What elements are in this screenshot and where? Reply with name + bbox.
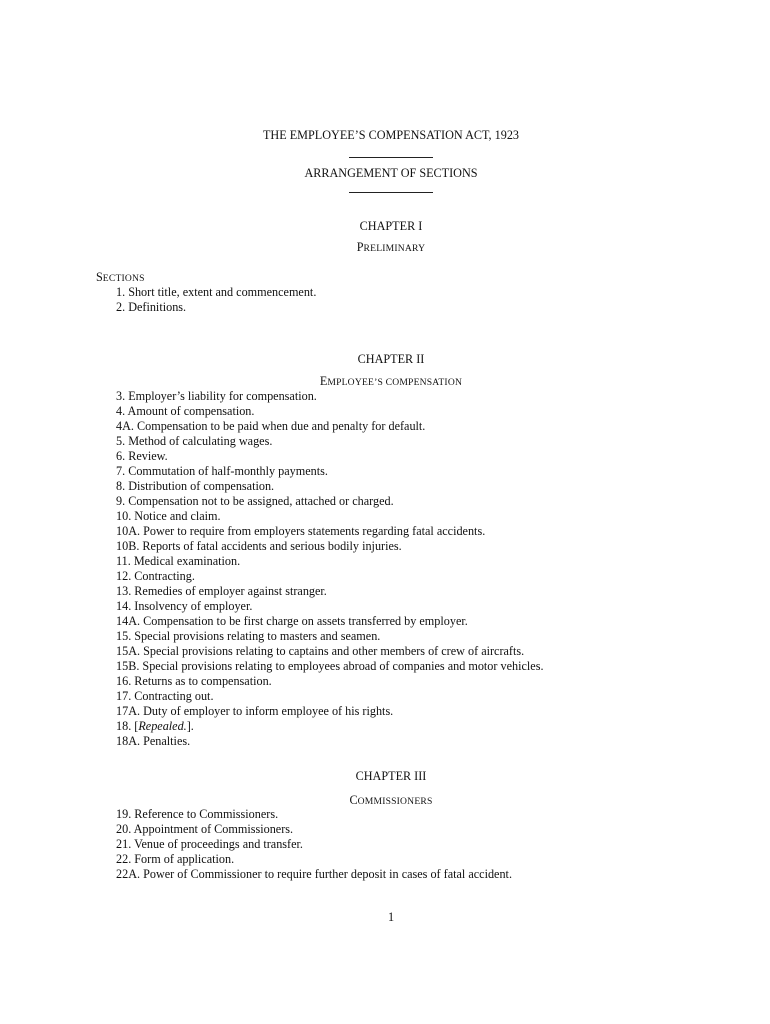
section-title: Short title, extent and commencement. xyxy=(128,285,317,299)
section-number: 10. xyxy=(116,509,132,523)
section-title: Special provisions relating to masters and seamen. xyxy=(134,629,381,643)
section-entry xyxy=(116,689,544,704)
section-title: Insolvency of employer. xyxy=(134,599,253,613)
section-title: Review. xyxy=(128,449,168,463)
section-entry xyxy=(116,629,544,644)
section-entry xyxy=(116,599,544,614)
section-entry xyxy=(116,867,512,882)
section-title: Form of application. xyxy=(134,852,235,866)
section-number: 7. xyxy=(116,464,126,478)
section-entry xyxy=(116,464,544,479)
section-entry xyxy=(116,584,544,599)
section-number: 10A. xyxy=(116,524,141,538)
section-number: 21. xyxy=(116,837,132,851)
section-title: Commutation of half-monthly payments. xyxy=(128,464,328,478)
section-entry xyxy=(116,494,544,509)
chapter-name-rest: RELIMINARY xyxy=(363,243,426,254)
section-title: Contracting out. xyxy=(134,689,214,703)
section-title: Notice and claim. xyxy=(134,509,221,523)
section-entry xyxy=(116,704,544,719)
section-entry xyxy=(116,389,544,404)
section-title: Reports of fatal accidents and serious bodily injuries. xyxy=(142,539,402,553)
section-title: Compensation to be first charge on assets transferred by employer. xyxy=(143,614,468,628)
section-title: Employer’s liability for compensation. xyxy=(128,389,317,403)
sections-label-initial: S xyxy=(96,270,103,284)
section-entry xyxy=(116,524,544,539)
section-title: Penalties. xyxy=(143,734,191,748)
section-number: 1. xyxy=(116,285,126,299)
section-title: Returns as to compensation. xyxy=(134,674,272,688)
section-title: Remedies of employer against stranger. xyxy=(134,584,327,598)
section-number: 4A. xyxy=(116,419,134,433)
section-title: Compensation to be paid when due and penalty for default. xyxy=(137,419,426,433)
section-number: 14. xyxy=(116,599,132,613)
section-number: 19. xyxy=(116,807,132,821)
section-title: Method of calculating wages. xyxy=(128,434,273,448)
section-number: 22. xyxy=(116,852,132,866)
section-title: Medical examination. xyxy=(133,554,241,568)
section-number: 17. xyxy=(116,689,132,703)
section-title: Special provisions relating to captains and other members of crew of aircrafts. xyxy=(143,644,525,658)
chapter-name-initial: C xyxy=(349,793,358,807)
repealed-note: Repealed. xyxy=(138,719,187,733)
section-number: 18. xyxy=(116,719,132,733)
section-entry xyxy=(116,659,544,674)
section-number: 10B. xyxy=(116,539,140,553)
section-number: 6. xyxy=(116,449,126,463)
section-entry xyxy=(116,285,316,300)
chapter-name-initial: E xyxy=(319,374,328,388)
section-entry xyxy=(116,300,316,315)
page-number: 1 xyxy=(387,910,395,924)
section-number: 12. xyxy=(116,569,132,583)
section-entry xyxy=(116,434,544,449)
section-title: Venue of proceedings and transfer. xyxy=(134,837,303,851)
section-number: 8. xyxy=(116,479,126,493)
section-entry xyxy=(116,614,544,629)
section-number: 3. xyxy=(116,389,126,403)
section-entry xyxy=(116,674,544,689)
chapter-name xyxy=(0,240,770,256)
chapter-name xyxy=(0,374,770,390)
chapter-name-rest: OMMISSIONERS xyxy=(357,796,433,807)
section-entry xyxy=(116,569,544,584)
section-entry xyxy=(116,822,512,837)
chapter-heading: CHAPTER I xyxy=(359,219,423,233)
arrangement-heading: ARRANGEMENT OF SECTIONS xyxy=(304,166,478,180)
section-number: 15B. xyxy=(116,659,140,673)
section-entry xyxy=(116,644,544,659)
chapter-heading: CHAPTER II xyxy=(357,352,425,366)
section-number: 22A. xyxy=(116,867,141,881)
section-entry xyxy=(116,852,512,867)
section-number: 2. xyxy=(116,300,126,314)
divider xyxy=(349,157,433,158)
section-number: 20. xyxy=(116,822,132,836)
section-entry xyxy=(116,807,512,822)
chapter-heading: CHAPTER III xyxy=(355,769,427,783)
section-number: 15A. xyxy=(116,644,141,658)
section-number: 11. xyxy=(116,554,131,568)
section-entry xyxy=(116,509,544,524)
section-entry xyxy=(116,554,544,569)
section-entry xyxy=(116,404,544,419)
section-title: Duty of employer to inform employee of his rights. xyxy=(143,704,394,718)
section-entry xyxy=(116,539,544,554)
section-number: 16. xyxy=(116,674,132,688)
divider xyxy=(349,192,433,193)
section-title: Definitions. xyxy=(128,300,187,314)
section-title: Reference to Commissioners. xyxy=(134,807,279,821)
section-title: Amount of compensation. xyxy=(127,404,255,418)
section-number: 15. xyxy=(116,629,132,643)
section-number: 5. xyxy=(116,434,126,448)
section-entry xyxy=(116,837,512,852)
section-entry xyxy=(116,734,544,749)
section-number: 13. xyxy=(116,584,132,598)
sections-label-rest: ECTIONS xyxy=(102,273,145,284)
section-list xyxy=(116,389,544,749)
sections-label xyxy=(96,270,145,286)
section-entry xyxy=(116,419,544,434)
section-title: Distribution of compensation. xyxy=(128,479,275,493)
section-entry xyxy=(116,719,544,734)
section-list xyxy=(116,285,316,315)
chapter-name-initial: P xyxy=(356,240,364,254)
section-number: 9. xyxy=(116,494,126,508)
section-entry xyxy=(116,449,544,464)
section-number: 14A. xyxy=(116,614,141,628)
section-number: 4. xyxy=(116,404,126,418)
section-list xyxy=(116,807,512,882)
section-title: Appointment of Commissioners. xyxy=(133,822,294,836)
section-entry xyxy=(116,479,544,494)
section-title: Compensation not to be assigned, attached or charged. xyxy=(128,494,394,508)
chapter-name-rest: MPLOYEE’S COMPENSATION xyxy=(327,377,463,388)
section-title: Power to require from employers statements regarding fatal accidents. xyxy=(143,524,486,538)
section-title: [Repealed.]. xyxy=(134,719,194,733)
section-title: Power of Commissioner to require further deposit in cases of fatal accident. xyxy=(143,867,512,881)
section-title: Contracting. xyxy=(134,569,195,583)
section-number: 17A. xyxy=(116,704,141,718)
section-title: Special provisions relating to employees abroad of companies and motor vehicles. xyxy=(142,659,544,673)
act-title: THE EMPLOYEE’S COMPENSATION ACT, 1923 xyxy=(262,128,520,142)
section-number: 18A. xyxy=(116,734,141,748)
